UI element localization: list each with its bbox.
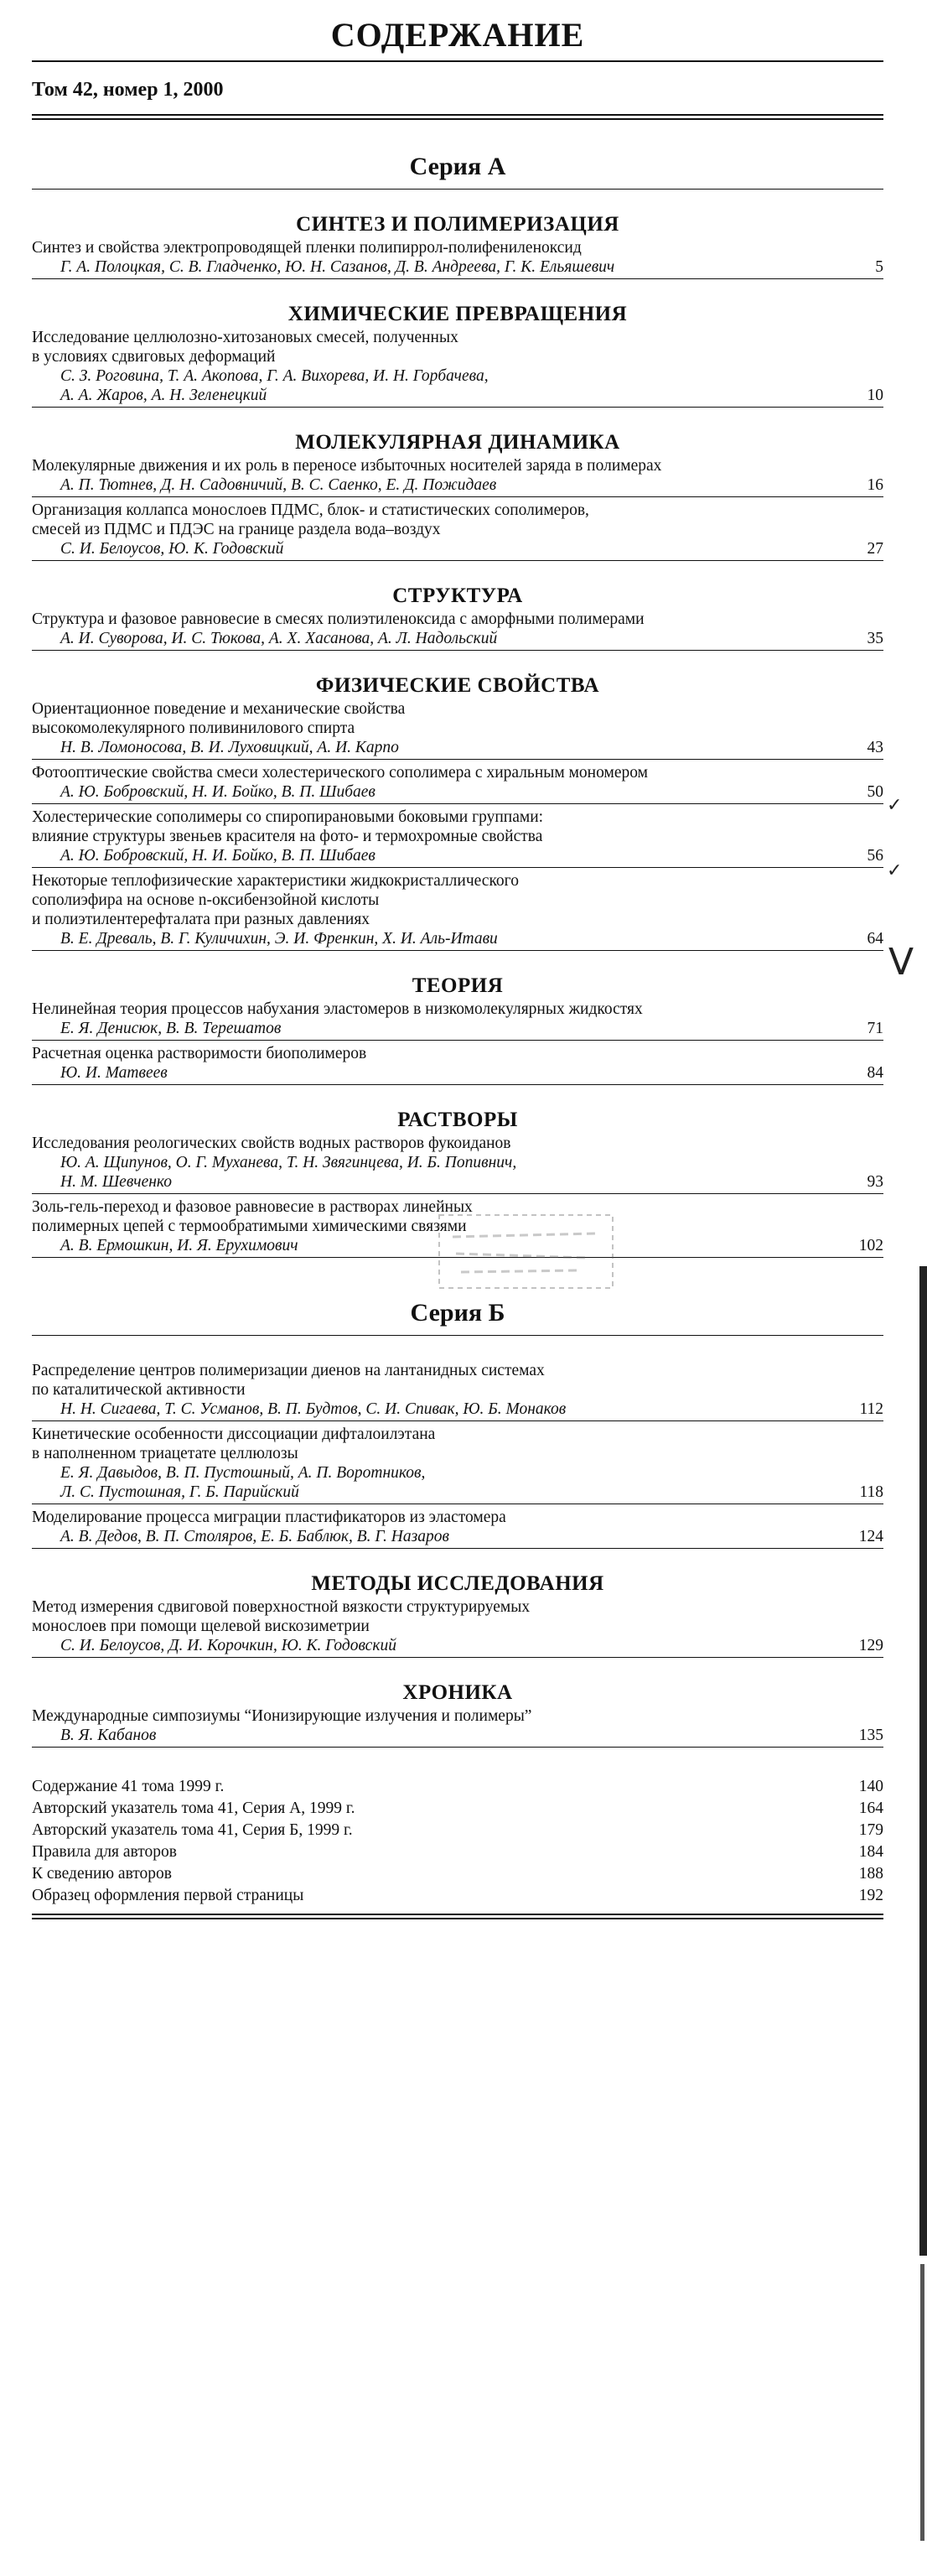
- series-rule: [32, 189, 883, 190]
- contents-entry: [32, 1044, 883, 1085]
- section-title: ХИМИЧЕСКИЕ ПРЕВРАЩЕНИЯ: [287, 303, 628, 325]
- handwritten-check-mark: ✓: [887, 860, 903, 881]
- handwritten-check-mark: V: [888, 941, 914, 984]
- entry-page-number: 35: [867, 630, 883, 647]
- entry-title: Молекулярные движения и их роль в переносе избыточных носителей заряда в полимерах: [32, 457, 662, 475]
- contents-entry: [32, 456, 883, 497]
- entry-page-number: 43: [867, 739, 883, 756]
- misc-list: [32, 1776, 883, 1919]
- section-title: ФИЗИЧЕСКИЕ СВОЙСТВА: [315, 674, 600, 697]
- library-stamp: [436, 1212, 616, 1291]
- contents-section: [32, 583, 883, 651]
- entry-authors: А. П. Тютнев, Д. Н. Садовничий, В. С. Саенко, Е. Д. Пожидаев: [60, 476, 497, 494]
- entry-authors: Г. А. Полоцкая, С. В. Гладченко, Ю. Н. Сазанов, Д. В. Андреева, Г. К. Ельяшевич: [60, 258, 615, 276]
- series-list: [32, 152, 883, 1748]
- entry-title: Структура и фазовое равновесие в смесях полиэтиленоксида с аморфными полимерами: [32, 610, 645, 628]
- series-rule: [32, 1335, 883, 1336]
- contents-section: [32, 1361, 883, 1549]
- contents-entry: [32, 763, 883, 804]
- misc-entry-label: К сведению авторов: [32, 1865, 173, 1883]
- entry-authors-row: [32, 782, 883, 804]
- entry-title: Исследование целлюлозно-хитозановых смесей, полученных в условиях сдвиговых деформаций: [32, 329, 458, 366]
- entry-authors-row: [32, 1400, 883, 1421]
- entry-authors-row: [32, 539, 883, 561]
- misc-entry-page: 140: [858, 1778, 883, 1795]
- entry-page-number: 71: [867, 1020, 883, 1037]
- entry-authors-row: [32, 257, 883, 279]
- entry-page-number: 50: [867, 783, 883, 801]
- entry-authors-row: [32, 1527, 883, 1549]
- contents-section: [32, 301, 883, 408]
- entry-authors-row: [32, 475, 883, 497]
- misc-entry-page: 192: [858, 1887, 883, 1904]
- entry-title: Холестерические сополимеры со спиропирановыми боковыми группами: влияние структуры звеньев красителя на фото- и термохромные свойства: [32, 808, 544, 845]
- entry-title: Синтез и свойства электропроводящей пленки полипиррол-полифениленоксид: [32, 239, 582, 257]
- entry-title: Ориентационное поведение и механические свойства высокомолекулярного поливинилового спирта: [32, 700, 406, 737]
- entry-authors-row: [32, 738, 883, 760]
- misc-entry-page: 164: [858, 1800, 883, 1817]
- entry-authors: Н. В. Ломоносова, В. И. Луховицкий, А. И. Карпо: [60, 739, 399, 756]
- entry-authors: С. И. Белоусов, Д. И. Корочкин, Ю. К. Годовский: [60, 1637, 396, 1654]
- entry-authors: С. З. Роговина, Т. А. Акопова, Г. А. Вихорева, И. Н. Горбачева, А. А. Жаров, А. Н. Зеленецкий: [60, 367, 489, 404]
- section-title: СТРУКТУРА: [392, 584, 523, 607]
- volume-info: Том 42, номер 1, 2000: [32, 79, 224, 101]
- contents-section: [32, 1680, 883, 1748]
- contents-entry: [32, 1361, 883, 1421]
- misc-entry-page: 179: [858, 1821, 883, 1839]
- entry-authors: А. В. Ермошкин, И. Я. Ерухимович: [60, 1237, 298, 1254]
- contents-section: [32, 211, 883, 279]
- entry-authors-row: [32, 1636, 883, 1658]
- entry-page-number: 135: [858, 1727, 883, 1744]
- entry-title: Распределение центров полимеризации диенов на лантанидных системах по каталитической активности: [32, 1362, 545, 1399]
- misc-entry: [32, 1841, 883, 1863]
- misc-entry-label: Авторский указатель тома 41, Серия Б, 1999 г.: [32, 1821, 353, 1839]
- entry-page-number: 84: [867, 1064, 883, 1082]
- entry-authors-row: [32, 1019, 883, 1041]
- entry-page-number: 10: [867, 387, 883, 404]
- entry-page-number: 27: [867, 540, 883, 558]
- contents-column: [32, 0, 883, 1919]
- contents-entry: [32, 238, 883, 279]
- contents-entry: [32, 328, 883, 408]
- scan-edge-mark: [920, 2264, 924, 2541]
- contents-entry: [32, 871, 883, 951]
- contents-entry: [32, 699, 883, 760]
- entry-authors-row: [32, 366, 883, 408]
- entry-page-number: 93: [867, 1173, 883, 1191]
- misc-entry-page: 188: [858, 1865, 883, 1883]
- entry-title: Международные симпозиумы “Ионизирующие излучения и полимеры”: [32, 1707, 532, 1725]
- contents-entry: [32, 1508, 883, 1549]
- contents-entry: [32, 808, 883, 868]
- entry-authors: Ю. И. Матвеев: [60, 1064, 168, 1082]
- entry-title: Некоторые теплофизические характеристики жидкокристаллического сополиэфира на основе n-оксибензойной кислоты и полиэтилентерефталата при разных давлениях: [32, 872, 519, 928]
- entry-authors: В. Е. Древаль, В. Г. Куличихин, Э. И. Френкин, Х. И. Аль-Итави: [60, 930, 498, 948]
- section-title: ТЕОРИЯ: [412, 974, 504, 997]
- entry-title: Расчетная оценка растворимости биополимеров: [32, 1045, 367, 1062]
- contents-entry: [32, 1134, 883, 1194]
- misc-entry: [32, 1885, 883, 1907]
- entry-authors: А. В. Дедов, В. П. Столяров, Е. Б. Баблюк, В. Г. Назаров: [60, 1528, 449, 1545]
- entry-authors-row: [32, 929, 883, 951]
- entry-page-number: 118: [859, 1483, 883, 1501]
- page-title: СОДЕРЖАНИЕ: [330, 16, 585, 54]
- entry-authors-row: [32, 1153, 883, 1194]
- section-title: РАСТВОРЫ: [397, 1109, 518, 1131]
- contents-section: [32, 973, 883, 1085]
- misc-entry: [32, 1798, 883, 1820]
- entry-authors: В. Я. Кабанов: [60, 1727, 157, 1744]
- entry-authors: С. И. Белоусов, Ю. К. Годовский: [60, 540, 284, 558]
- entry-title: Метод измерения сдвиговой поверхностной вязкости структурируемых монослоев при помощи щелевой вискозиметрии: [32, 1598, 531, 1635]
- entry-title: Кинетические особенности диссоциации дифталоилэтана в наполненном триацетате целлюлозы: [32, 1426, 436, 1462]
- contents-section: [32, 429, 883, 561]
- contents-entry: [32, 1425, 883, 1504]
- entry-authors-row: [32, 846, 883, 868]
- entry-page-number: 56: [867, 847, 883, 865]
- entry-authors-row: [32, 629, 883, 651]
- entry-authors-row: [32, 1726, 883, 1748]
- scan-edge-mark: [919, 1266, 927, 2256]
- contents-entry: [32, 610, 883, 651]
- volume-rule: [32, 114, 883, 120]
- section-title: МЕТОДЫ ИССЛЕДОВАНИЯ: [311, 1572, 604, 1595]
- entry-authors: А. Ю. Бобровский, Н. И. Бойко, В. П. Шибаев: [60, 847, 375, 865]
- entry-authors: Е. Я. Денисюк, В. В. Терешатов: [60, 1020, 282, 1037]
- misc-entry: [32, 1776, 883, 1798]
- entry-page-number: 129: [858, 1637, 883, 1654]
- entry-authors: Ю. А. Щипунов, О. Г. Муханева, Т. Н. Звягинцева, И. Б. Попивнич, Н. М. Шевченко: [60, 1154, 517, 1191]
- contents-section: [32, 673, 883, 951]
- entry-page-number: 124: [858, 1528, 883, 1545]
- entry-title: Исследования реологических свойств водных растворов фукоиданов: [32, 1135, 511, 1152]
- title-rule: [32, 60, 883, 62]
- entry-authors-row: [32, 1063, 883, 1085]
- misc-entry-label: Правила для авторов: [32, 1843, 177, 1861]
- entry-page-number: 102: [858, 1237, 883, 1254]
- misc-entry-label: Образец оформления первой страницы: [32, 1887, 304, 1904]
- entry-title: Организация коллапса монослоев ПДМС, блок- и статистических сополимеров, смесей из ПДМС и ПДЭС на границе раздела вода–воздух: [32, 501, 589, 538]
- section-title: СИНТЕЗ И ПОЛИМЕРИЗАЦИЯ: [296, 213, 619, 236]
- entry-authors-row: [32, 1463, 883, 1504]
- misc-entry-label: Содержание 41 тома 1999 г.: [32, 1778, 225, 1795]
- contents-entry: [32, 501, 883, 561]
- entry-title: Моделирование процесса миграции пластификаторов из эластомера: [32, 1509, 506, 1526]
- misc-entry-page: 184: [858, 1843, 883, 1861]
- misc-entry: [32, 1863, 883, 1885]
- section-title: ХРОНИКА: [402, 1681, 513, 1704]
- series-title: Серия А: [409, 153, 506, 180]
- entry-title: Нелинейная теория процессов набухания эластомеров в низкомолекулярных жидкостях: [32, 1000, 643, 1018]
- contents-section: [32, 1571, 883, 1658]
- entry-authors: А. Ю. Бобровский, Н. И. Бойко, В. П. Шибаев: [60, 783, 375, 801]
- entry-title: Золь-гель-переход и фазовое равновесие в растворах линейных полимерных цепей с термообратимыми химическими связями: [32, 1198, 473, 1235]
- section-title: МОЛЕКУЛЯРНАЯ ДИНАМИКА: [295, 431, 620, 454]
- handwritten-check-mark: ✓: [887, 795, 903, 816]
- entry-authors: Н. Н. Сигаева, Т. С. Усманов, В. П. Будтов, С. И. Спивак, Ю. Б. Монаков: [60, 1400, 567, 1418]
- misc-entry-label: Авторский указатель тома 41, Серия А, 1999 г.: [32, 1800, 355, 1817]
- entry-page-number: 5: [875, 258, 883, 276]
- entry-page-number: 64: [867, 930, 883, 948]
- entry-title: Фотооптические свойства смеси холестерического сополимера с хиральным мономером: [32, 764, 648, 782]
- series-title: Серия Б: [410, 1299, 505, 1327]
- contents-entry: [32, 1597, 883, 1658]
- entry-page-number: 112: [859, 1400, 883, 1418]
- contents-entry: [32, 1000, 883, 1041]
- closing-rule: [32, 1914, 883, 1919]
- entry-authors: А. И. Суворова, И. С. Тюкова, А. Х. Хасанова, А. Л. Надольский: [60, 630, 498, 647]
- entry-page-number: 16: [867, 476, 883, 494]
- contents-entry: [32, 1706, 883, 1748]
- entry-authors: Е. Я. Давыдов, В. П. Пустошный, А. П. Воротников, Л. С. Пустошная, Г. Б. Парийский: [60, 1464, 426, 1501]
- misc-entry: [32, 1820, 883, 1841]
